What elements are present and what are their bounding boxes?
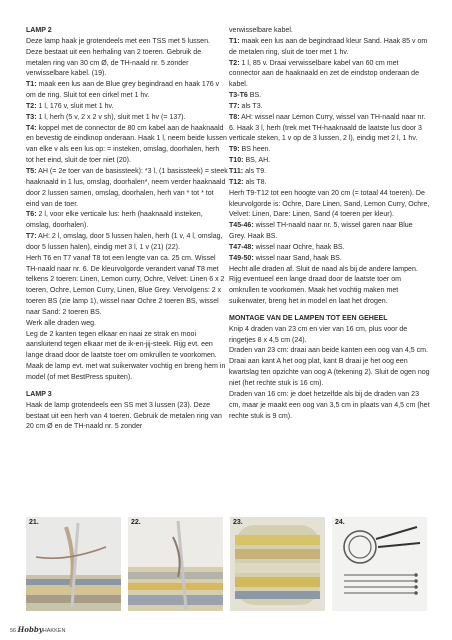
montage-1: Knip 4 draden van 23 cm en vier van 16 cm, plus voor de ringetjes 8 x 4,5 cm (24). [229, 325, 408, 344]
photo-21: 21. [26, 517, 121, 611]
brand-logo: Hobby [17, 625, 43, 634]
row-r5: T8: AH: wissel naar Lemon Curry, wissel van TH-naald naar nr. 6. Haak 3 l, herh (trek met TH-haaknaald de laatste lus door 3 verticale steken, 1 v op de 3 lussen, 2 l), eindig met 2 l, 1 hv. [229, 113, 426, 143]
montage-2: Draden van 23 cm: draai aan beide kanten een oog van 4,5 cm. Draai aan kant A het oog plat, kant B draai je het oog een kwartslag ten opzichte van oog A (tekening 2). Sluit de ogen nog niet (het rechte stuk is 16 cm). [229, 347, 430, 387]
page-footer [10, 625, 65, 634]
lamp3-intro: Haak de lamp grotendeels een SS met 3 lussen (23). Deze bestaat uit een herh van 4 toeren. Gebruik de metalen ring van 20 cm Ø en de TH-naald nr. 5 zonder [26, 401, 222, 431]
row-r8: T11: als T9. [229, 167, 267, 175]
photo-23-image [230, 517, 325, 611]
row-t5: T5: AH (= 2e toer van de basissteek): *3 l, (1 basissteek) = steek haaknaald in 1 lus, omslag, doorhalen*, neem verder haaknaald door 2 lussen samen, omslag, doorhalen, herh van * tot * tot eind van de toer. [26, 167, 228, 208]
row-r9: T12: als T8. [229, 178, 267, 186]
row-r1: T1: maak een lus aan de begindraad kleur Sand. Haak 85 v om de metalen ring, sluit de toer met 1 hv. [229, 37, 428, 56]
photo-24-image [332, 517, 427, 611]
photo-22-image [128, 517, 223, 611]
row-t4: T4: koppel met de connector de 80 cm kabel aan de haaknaald en bevestig de eindknop onderaan. Haak 1 l, neem beide lussen van elke v als een lus op: = insteken, omslag, doorhalen, herh tot het eind, sluit de toer niet (20). [26, 124, 227, 165]
left-column [26, 26, 228, 433]
montage-3: Draden van 16 cm: je doet hetzelfde als bij de draden van 23 cm, maar je maakt een oog van 3,5 cm in plaats van 4,5 cm (het rechte stuk is 9 cm). [229, 390, 430, 420]
row-t6: T6: 2 l, voor elke verticale lus: herh (haaknaald insteken, omslag, doorhalen). [26, 211, 203, 230]
para-leg: Leg de 2 kanten tegen elkaar en naai ze strak en mooi aansluitend tegen elkaar met de ik-en-jij-steek. Rijg evt. een lange draad door de laatste toer om omkrullen te voorkomen. Maak de lamp evt. met wat suikerwater vochtig en breng hem in model (of met BestPress spuiten). [26, 330, 226, 381]
page-number: 56 [10, 628, 17, 634]
row-r4: T7: als T3. [229, 102, 263, 110]
row-r11: T47-48: wissel naar Ochre, haak BS. [229, 243, 345, 251]
row-r12: T49-50: wissel naar Sand, haak BS. [229, 254, 342, 262]
row-t3: T3: 1 l, herh (5 v, 2 x 2 v sh), sluit met 1 hv (= 137). [26, 113, 186, 121]
para-werk: Werk alle draden weg. [26, 319, 96, 327]
photo-24: 24. [332, 517, 427, 611]
row-r2: T2: 1 l, 85 v. Draai verwisselbare kabel van 60 cm met connector aan de haaknaald en zet de eindstop onderaan de kabel. [229, 59, 420, 89]
row-r10: T45-46: wissel TH-naald naar nr. 5, wissel garen naar Blue Grey. Haak BS. [229, 222, 413, 241]
photo-22: 22. [128, 517, 223, 611]
lamp3-heading: LAMP 3 [26, 390, 52, 398]
lamp2-heading: LAMP 2 [26, 27, 52, 34]
row-t7: T7: AH: 2 l, omslag, door 5 lussen halen, herh (1 v, 4 l, omslag, door 5 lussen halen), eindig met 3 l, 1 v (21) (22). [26, 233, 223, 251]
row-r6: T9: BS heen. [229, 146, 271, 154]
continued-text: verwisselbare kabel. [229, 27, 293, 34]
right-column [229, 26, 431, 422]
para-herh-right: Herh T9-T12 tot een hoogte van 20 cm (= totaal 44 toeren). De kleurvolgorde is: Ochre, Dare Linen, Sand, Lemon Curry, Ochre, Velvet: Linen, Dare: Linen, Sand (4 toeren per kleur). [229, 189, 430, 219]
photo-23: 23. [230, 517, 325, 611]
row-t1: T1: maak een lus aan de Blue grey begindraad en haak 176 v om de ring. Sluit tot een cirkel met 1 hv. [26, 81, 220, 100]
para-herh: Herh T6 en T7 vanaf T8 tot een lengte van ca. 25 cm. Wissel TH-naald naar nr. 6. De kleurvolgorde verandert vanaf T8 met telkens 2 toeren: Linen, Lemon curry, Ochre, Velvet: Linen 6 x 2 toeren, Ochre, Lemon Curry, Linen, Blue Grey. Vervolgens: 2 x toeren BS (zie lamp 1), wissel naar Ochre 2 toeren BS, wissel naar Sand: 2 toeren BS. [26, 254, 225, 316]
photo-strip [26, 517, 426, 611]
row-r7: T10: BS, AH. [229, 157, 271, 165]
photo-21-image [26, 517, 121, 611]
para-hecht: Hecht alle draden af. Sluit de naad als bij de andere lampen. Rijg eventueel een lange draad door de laatste toer om omkrullen te voorkomen. Maak het vochtig maken met suikerwater, breng het in model en laat het drogen. [229, 265, 418, 306]
row-r3: T3-T6 BS. [229, 92, 262, 100]
montage-heading: MONTAGE VAN DE LAMPEN TOT EEN GEHEEL [229, 314, 388, 322]
lamp2-intro: Deze lamp haak je grotendeels met een TSS met 5 lussen. Deze bestaat uit een herhaling van 2 toeren. Gebruik de metalen ring van 30 cm Ø, de TH-naald nr. 5 zonder verwisselbare kabel. (19). [26, 37, 210, 78]
brand-suffix: HAKKEN [42, 628, 66, 634]
row-t2: T2: 1 l, 176 v, sluit met 1 hv. [26, 102, 114, 110]
